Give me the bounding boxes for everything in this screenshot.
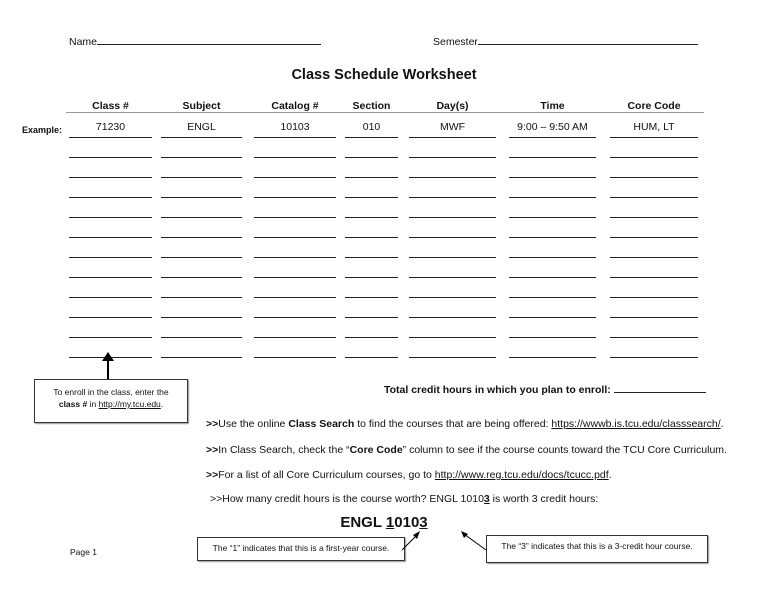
- entry-cell[interactable]: [610, 218, 698, 238]
- entry-cell[interactable]: [610, 278, 698, 298]
- entry-cell[interactable]: [69, 278, 152, 298]
- entry-cell[interactable]: [509, 178, 596, 198]
- entry-cell[interactable]: [610, 178, 698, 198]
- entry-cell[interactable]: [409, 218, 496, 238]
- entry-cell[interactable]: [509, 238, 596, 258]
- arrow-right-head-icon: [461, 531, 468, 538]
- column-header: Time: [540, 100, 565, 112]
- semester-blank[interactable]: [478, 44, 698, 45]
- entry-cell[interactable]: [509, 258, 596, 278]
- tip-bold: Core Code: [349, 444, 403, 456]
- tip-bold: Class Search: [288, 418, 355, 430]
- entry-cell[interactable]: [345, 158, 398, 178]
- entry-cell[interactable]: [161, 238, 242, 258]
- entry-cell[interactable]: [409, 318, 496, 338]
- entry-cell[interactable]: [509, 198, 596, 218]
- entry-cell[interactable]: [161, 258, 242, 278]
- entry-cell[interactable]: [345, 238, 398, 258]
- entry-cell[interactable]: [69, 158, 152, 178]
- entry-cell[interactable]: [509, 158, 596, 178]
- entry-cell[interactable]: [161, 178, 242, 198]
- credit-question: [210, 493, 598, 505]
- example-cell: 71230: [69, 118, 152, 138]
- example-cell: 010: [345, 118, 398, 138]
- enroll-note-bold: class #: [58, 399, 88, 409]
- enroll-link[interactable]: http://my.tcu.edu: [98, 399, 161, 409]
- column-header: Class #: [92, 100, 129, 112]
- entry-cell[interactable]: [254, 258, 336, 278]
- entry-cell[interactable]: [161, 198, 242, 218]
- entry-cell[interactable]: [409, 338, 496, 358]
- entry-cell[interactable]: [254, 178, 336, 198]
- arrow-right-line: [464, 534, 486, 550]
- entry-cell[interactable]: [345, 338, 398, 358]
- credit-digit: 3: [483, 493, 490, 505]
- column-header: Catalog #: [271, 100, 319, 112]
- entry-cell[interactable]: [69, 218, 152, 238]
- enroll-note-end: .: [160, 399, 164, 409]
- callout-arrows: [400, 528, 490, 558]
- entry-cell[interactable]: [610, 238, 698, 258]
- entry-cell[interactable]: [69, 138, 152, 158]
- example-cell: 10103: [254, 118, 336, 138]
- column-header: Core Code: [627, 100, 681, 112]
- entry-cell[interactable]: [254, 298, 336, 318]
- total-credit-field[interactable]: [384, 384, 706, 396]
- entry-cell[interactable]: [69, 178, 152, 198]
- column-header: Subject: [182, 100, 221, 112]
- entry-cell[interactable]: [69, 318, 152, 338]
- entry-cell[interactable]: [254, 138, 336, 158]
- entry-cell[interactable]: [509, 138, 596, 158]
- entry-cell[interactable]: [69, 298, 152, 318]
- entry-cell[interactable]: [409, 138, 496, 158]
- entry-cell[interactable]: [254, 278, 336, 298]
- entry-cell[interactable]: [254, 158, 336, 178]
- tip-punct: .: [720, 418, 724, 430]
- arrow-line: [107, 359, 109, 379]
- tip-punct: .: [608, 469, 612, 481]
- arrow-up-icon: [102, 352, 114, 361]
- semester-field[interactable]: [433, 36, 698, 48]
- tip-line: [206, 444, 727, 456]
- entry-cell[interactable]: [610, 138, 698, 158]
- course-last-digit: 3: [419, 514, 428, 531]
- entry-cell[interactable]: [610, 258, 698, 278]
- example-cell: MWF: [409, 118, 496, 138]
- entry-cell[interactable]: [409, 298, 496, 318]
- entry-cell[interactable]: [69, 238, 152, 258]
- page-title: Class Schedule Worksheet: [291, 67, 477, 83]
- entry-cell[interactable]: [345, 258, 398, 278]
- entry-cell[interactable]: [345, 298, 398, 318]
- entry-cell[interactable]: [254, 198, 336, 218]
- entry-cell[interactable]: [69, 258, 152, 278]
- entry-cell[interactable]: [161, 138, 242, 158]
- enroll-note-mid: in: [87, 399, 99, 409]
- entry-cell[interactable]: [409, 258, 496, 278]
- entry-cell[interactable]: [345, 198, 398, 218]
- entry-cell[interactable]: [345, 138, 398, 158]
- credit-question-text: >>How many credit hours is the course worth? ENGL 1010: [210, 493, 484, 505]
- credit-question-end: is worth 3 credit hours:: [489, 493, 599, 505]
- example-cell: 9:00 – 9:50 AM: [509, 118, 596, 138]
- entry-cell[interactable]: [610, 338, 698, 358]
- tip-text-end: to find the courses that are being offered:: [354, 418, 552, 430]
- entry-cell[interactable]: [409, 178, 496, 198]
- entry-cell[interactable]: [610, 198, 698, 218]
- example-label: Example:: [22, 125, 63, 135]
- total-credit-label: Total credit hours in which you plan to enroll:: [384, 384, 611, 396]
- entry-cell[interactable]: [254, 238, 336, 258]
- tip-text: Use the online: [218, 418, 289, 430]
- entry-cell[interactable]: [161, 338, 242, 358]
- name-blank[interactable]: [97, 44, 321, 45]
- entry-cell[interactable]: [610, 318, 698, 338]
- entry-cell[interactable]: [161, 298, 242, 318]
- course-middle-digits: 010: [394, 514, 420, 531]
- entry-cell[interactable]: [409, 278, 496, 298]
- entry-cell[interactable]: [254, 318, 336, 338]
- entry-cell[interactable]: [345, 218, 398, 238]
- entry-cell[interactable]: [345, 178, 398, 198]
- entry-cell[interactable]: [254, 218, 336, 238]
- entry-cell[interactable]: [509, 218, 596, 238]
- tip-line: [206, 469, 612, 481]
- entry-cell[interactable]: [509, 318, 596, 338]
- entry-cell[interactable]: [409, 238, 496, 258]
- tip-text-end: ” column to see if the course counts toward the TCU Core Curriculum.: [402, 444, 727, 456]
- page-number: Page 1: [70, 547, 97, 557]
- header-rule: [66, 112, 704, 113]
- entry-cell[interactable]: [509, 298, 596, 318]
- entry-cell[interactable]: [409, 158, 496, 178]
- example-cell: ENGL: [161, 118, 242, 138]
- entry-cell[interactable]: [345, 318, 398, 338]
- tip-text: In Class Search, check the “: [218, 444, 350, 456]
- tip-text: For a list of all Core Curriculum courses, go to: [218, 469, 435, 481]
- tip-prefix: >>: [206, 469, 219, 481]
- course-example: [0, 514, 768, 531]
- callout-first-digit: The “1” indicates that this is a first-year course.: [197, 537, 405, 561]
- entry-cell[interactable]: [610, 158, 698, 178]
- entry-cell[interactable]: [254, 338, 336, 358]
- name-label: Name: [69, 36, 98, 48]
- enroll-note-text: To enroll in the class, enter the: [53, 387, 169, 397]
- example-cell: HUM, LT: [610, 118, 698, 138]
- entry-cell[interactable]: [345, 278, 398, 298]
- total-credit-blank[interactable]: [614, 392, 706, 393]
- entry-cell[interactable]: [69, 198, 152, 218]
- tip-line: [206, 418, 724, 430]
- enroll-note: [34, 379, 188, 423]
- entry-cell[interactable]: [161, 158, 242, 178]
- course-subject: ENGL: [340, 514, 386, 531]
- entry-cell[interactable]: [509, 338, 596, 358]
- tip-prefix: >>: [206, 444, 219, 456]
- entry-cell[interactable]: [161, 278, 242, 298]
- course-first-digit: 1: [385, 514, 395, 531]
- entry-cell[interactable]: [610, 298, 698, 318]
- tip-link[interactable]: https://wwwb.is.tcu.edu/classsearch/: [551, 418, 721, 430]
- entry-cell[interactable]: [409, 198, 496, 218]
- tip-link[interactable]: http://www.reg.tcu.edu/docs/tcucc.pdf: [434, 469, 609, 481]
- callout-last-digit: The “3” indicates that this is a 3-credit hour course.: [486, 535, 708, 563]
- semester-label: Semester: [433, 36, 478, 48]
- column-header: Day(s): [436, 100, 469, 112]
- column-header: Section: [352, 100, 391, 112]
- entry-cell[interactable]: [509, 278, 596, 298]
- tip-prefix: >>: [206, 418, 219, 430]
- name-field[interactable]: [69, 36, 321, 48]
- entry-cell[interactable]: [161, 318, 242, 338]
- entry-cell[interactable]: [161, 218, 242, 238]
